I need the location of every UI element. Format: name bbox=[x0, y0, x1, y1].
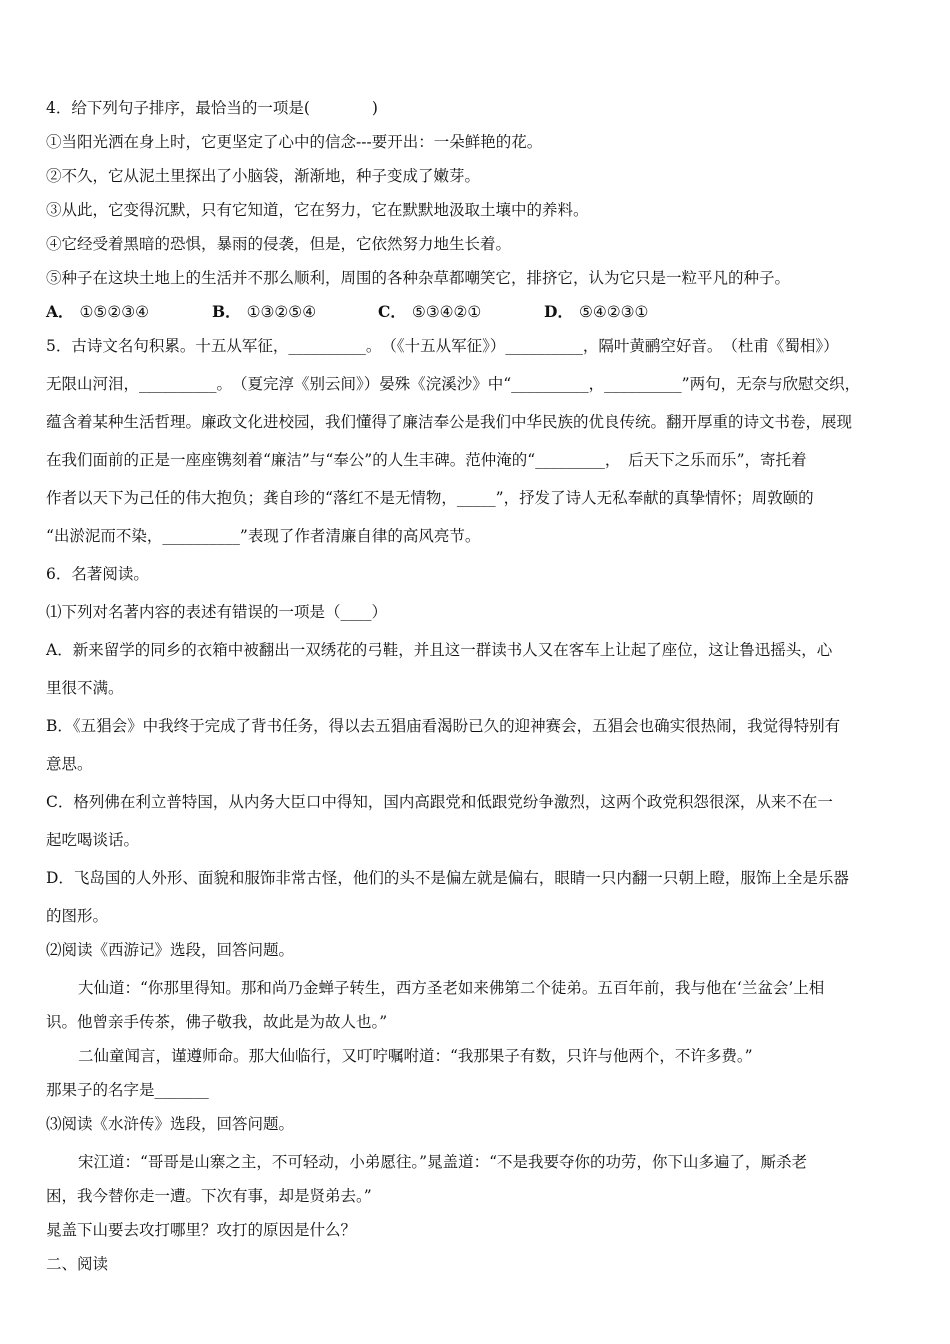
sentence-2: ②不久，它从泥土里探出了小脑袋，渐渐地，种子变成了嫩芽。 bbox=[46, 167, 481, 185]
sub1-option-c-line-2: 起吃喝谈话。 bbox=[46, 831, 140, 849]
question-6-stem: 6．名著阅读。 bbox=[46, 565, 149, 583]
sub1-option-b-line-2: 意思。 bbox=[46, 755, 93, 773]
xiyouji-question: 那果子的名字是_______ bbox=[46, 1081, 209, 1099]
sub1-option-a-line-1: A．新来留学的同乡的衣箱中被翻出一双绣花的弓鞋，并且这一群读书人又在客车上让起了座位，这让鲁迅摇头，心 bbox=[46, 641, 833, 659]
xiyouji-passage-line-3: 二仙童闻言，谨遵师命。那大仙临行，又叮咛嘱咐道：“我那果子有数，只许与他两个，不许多费。” bbox=[78, 1047, 753, 1065]
option-a[interactable] bbox=[46, 302, 212, 322]
question-6 bbox=[46, 564, 908, 1240]
shuihu-passage-line-1: 宋江道：“哥哥是山寨之主，不可轻动，小弟愿往。”晁盖道：“不是我要夺你的功劳，你下山多遍了，厮杀老 bbox=[78, 1153, 808, 1171]
option-text: ⑤④②③① bbox=[578, 303, 649, 321]
sub1-option-d-line-2: 的图形。 bbox=[46, 907, 109, 925]
sub1-option-a-line-2: 里很不满。 bbox=[46, 679, 124, 697]
sentence-3: ③从此，它变得沉默，只有它知道，它在努力，它在默默地汲取土壤中的养料。 bbox=[46, 201, 589, 219]
question-5-line-1: 5．古诗文名句积累。十五从军征，__________。 （《十五从军征》）__________，隔叶黄鹂空好音。 （杜甫《蜀相》） bbox=[46, 337, 839, 355]
question-6-sub3-stem: ⑶阅读《水浒传》选段，回答问题。 bbox=[46, 1115, 295, 1133]
xiyouji-passage-line-2: 识。他曾亲手传茶，佛子敬我，故此是为故人也。” bbox=[46, 1013, 388, 1031]
question-5-line-5: 作者以天下为己任的伟大抱负；龚自珍的“落红不是无情物，_____”，抒发了诗人无私奉献的真挚情怀；周敦颐的 bbox=[46, 489, 814, 507]
option-text: ①③②⑤④ bbox=[246, 303, 317, 321]
sub1-option-c-line-1: C．格列佛在利立普特国，从内务大臣口中得知，国内高跟党和低跟党纷争激烈，这两个政党积怨很深，从来不在一 bbox=[46, 793, 833, 811]
question-6-sub1-stem: ⑴下列对名著内容的表述有错误的一项是（____） bbox=[46, 603, 388, 621]
question-4-options bbox=[46, 302, 908, 322]
question-4-stem: 4．给下列句子排序，最恰当的一项是( ) bbox=[46, 99, 378, 117]
sub1-option-d-line-1: D．飞岛国的人外形、面貌和服饰非常古怪，他们的头不是偏左就是偏右，眼睛一只内翻一只朝上瞪，服饰上全是乐器 bbox=[46, 869, 849, 887]
shuihu-passage-line-2: 困，我今替你走一遭。下次有事，却是贤弟去。” bbox=[46, 1187, 372, 1205]
sentence-1: ①当阳光洒在身上时，它更坚定了心中的信念---要开出：一朵鲜艳的花。 bbox=[46, 133, 543, 151]
question-6-sub2-stem: ⑵阅读《西游记》选段，回答问题。 bbox=[46, 941, 295, 959]
section-title: 二、阅读 bbox=[46, 1255, 109, 1273]
option-c[interactable] bbox=[378, 302, 544, 322]
option-b[interactable] bbox=[212, 302, 378, 322]
question-4 bbox=[46, 98, 908, 322]
option-d[interactable] bbox=[544, 302, 710, 322]
question-5-line-4: 在我们面前的正是一座座镌刻着“廉洁”与“奉公”的人生丰碑。范仲淹的“_________， 后天下之乐而乐”，寄托着 bbox=[46, 451, 807, 469]
sentence-5: ⑤种子在这块土地上的生活并不那么顺利，周围的各种杂草都嘲笑它，排挤它，认为它只是一粒平凡的种子。 bbox=[46, 269, 791, 287]
shuihu-question: 晁盖下山要去攻打哪里？攻打的原因是什么？ bbox=[46, 1221, 357, 1239]
sub1-option-b-line-1: B．《五猖会》中我终于完成了背书任务，得以去五猖庙看渴盼已久的迎神赛会，五猖会也确实很热闹，我觉得特别有 bbox=[46, 717, 841, 735]
option-letter: D． bbox=[544, 302, 573, 321]
question-5-line-3: 蕴含着某种生活哲理。廉政文化进校园，我们懂得了廉洁奉公是我们中华民族的优良传统。翻开厚重的诗文书卷，展现 bbox=[46, 413, 853, 431]
xiyouji-passage-line-1: 大仙道：“你那里得知。那和尚乃金蝉子转生，西方圣老如来佛第二个徒弟。五百年前，我与他在‘兰盆会’上相 bbox=[78, 979, 825, 997]
option-text: ⑤③④②① bbox=[411, 303, 482, 321]
sentence-4: ④它经受着黑暗的恐惧，暴雨的侵袭，但是，它依然努力地生长着。 bbox=[46, 235, 512, 253]
question-5 bbox=[46, 336, 908, 546]
question-5-line-6: “出淤泥而不染，__________”表现了作者清廉自律的高风亮节。 bbox=[46, 527, 481, 545]
option-letter: A． bbox=[46, 302, 74, 321]
option-letter: B． bbox=[212, 302, 241, 321]
question-5-line-2: 无限山河泪，__________。 （夏完淳《别云间》）晏殊《浣溪沙》中“__________，__________”两句，无奈与欣慰交织， bbox=[46, 375, 861, 393]
option-text: ①⑤②③④ bbox=[79, 303, 150, 321]
option-letter: C． bbox=[378, 302, 406, 321]
exam-page bbox=[46, 98, 908, 1274]
